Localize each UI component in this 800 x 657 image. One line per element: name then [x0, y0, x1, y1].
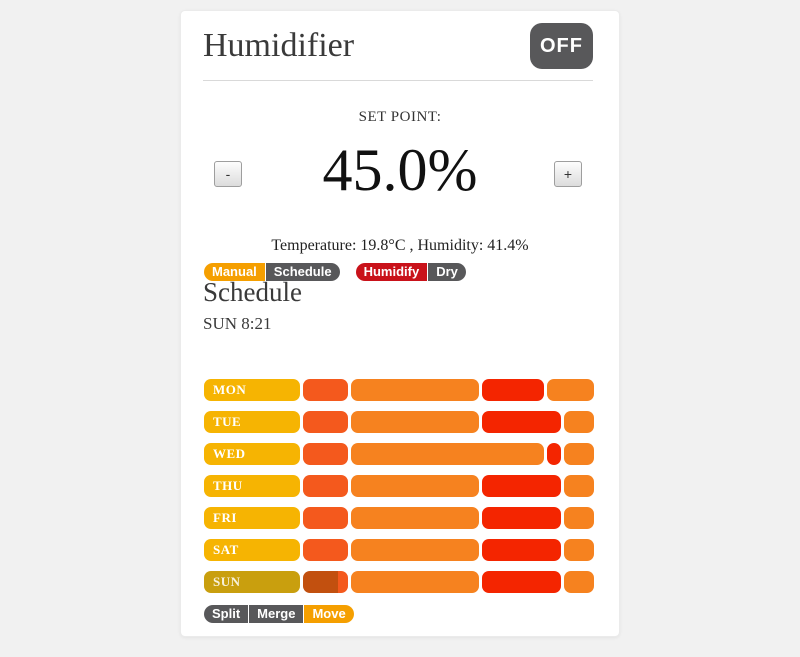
mode-schedule-button[interactable]: Schedule — [266, 263, 340, 281]
schedule-segment[interactable] — [482, 539, 561, 561]
split-button[interactable]: Split — [204, 605, 248, 623]
setpoint-value: 45.0% — [322, 137, 478, 203]
current-time: SUN 8:21 — [203, 314, 272, 333]
schedule-heading: Schedule — [203, 277, 302, 307]
schedule-segment[interactable] — [482, 379, 544, 401]
schedule-segment[interactable] — [351, 475, 479, 497]
action-humidify-button[interactable]: Humidify — [356, 263, 428, 281]
day-label-segment[interactable]: MON — [204, 379, 300, 401]
schedule-row-sun — [204, 571, 594, 593]
schedule-segment[interactable] — [351, 571, 479, 593]
day-label-segment[interactable]: SAT — [204, 539, 300, 561]
humidify-dry-group — [356, 263, 466, 281]
schedule-segment[interactable] — [303, 443, 348, 465]
schedule-segment[interactable] — [303, 475, 348, 497]
action-dry-button[interactable]: Dry — [428, 263, 466, 281]
schedule-segment[interactable] — [564, 507, 594, 529]
schedule-row-fri — [204, 507, 594, 529]
schedule-grid — [204, 379, 594, 603]
schedule-segment[interactable] — [351, 539, 479, 561]
schedule-segment[interactable] — [482, 507, 561, 529]
page-title: Humidifier — [203, 27, 355, 64]
day-label-segment[interactable]: FRI — [204, 507, 300, 529]
day-label-segment[interactable]: WED — [204, 443, 300, 465]
schedule-segment[interactable] — [303, 507, 348, 529]
schedule-segment[interactable] — [303, 411, 348, 433]
schedule-row-mon — [204, 379, 594, 401]
schedule-segment[interactable] — [351, 507, 479, 529]
schedule-row-wed — [204, 443, 594, 465]
schedule-segment[interactable] — [482, 411, 561, 433]
schedule-segment[interactable] — [564, 443, 594, 465]
schedule-segment[interactable] — [303, 539, 348, 561]
schedule-segment[interactable] — [564, 571, 594, 593]
move-button[interactable]: Move — [304, 605, 353, 623]
schedule-segment[interactable] — [303, 571, 338, 593]
schedule-segment[interactable] — [547, 443, 561, 465]
schedule-segment[interactable] — [303, 379, 348, 401]
edit-actions-row — [204, 605, 354, 623]
power-toggle-button[interactable]: OFF — [530, 23, 593, 69]
day-label-segment[interactable]: TUE — [204, 411, 300, 433]
edit-actions-group — [204, 605, 354, 623]
schedule-row-tue — [204, 411, 594, 433]
mode-manual-button[interactable]: Manual — [204, 263, 265, 281]
day-label-segment[interactable]: SUN — [204, 571, 300, 593]
merge-button[interactable]: Merge — [249, 605, 303, 623]
schedule-segment[interactable] — [351, 443, 544, 465]
day-label-segment[interactable]: THU — [204, 475, 300, 497]
schedule-segment[interactable] — [547, 379, 594, 401]
card-header — [203, 11, 593, 81]
schedule-segment[interactable] — [482, 475, 561, 497]
schedule-segment[interactable] — [482, 571, 561, 593]
decrease-setpoint-button[interactable]: - — [214, 161, 242, 187]
schedule-segment[interactable] — [564, 475, 594, 497]
schedule-segment[interactable] — [564, 411, 594, 433]
schedule-row-sat — [204, 539, 594, 561]
sensor-readings: Temperature: 19.8°C , Humidity: 41.4% — [271, 237, 529, 254]
schedule-segment[interactable] — [338, 571, 348, 593]
header-divider — [203, 80, 593, 81]
increase-setpoint-button[interactable]: + — [554, 161, 582, 187]
schedule-segment[interactable] — [351, 411, 479, 433]
schedule-segment[interactable] — [351, 379, 479, 401]
humidifier-card — [180, 10, 620, 637]
setpoint-label: SET POINT: — [358, 109, 442, 125]
schedule-row-thu — [204, 475, 594, 497]
schedule-segment[interactable] — [564, 539, 594, 561]
